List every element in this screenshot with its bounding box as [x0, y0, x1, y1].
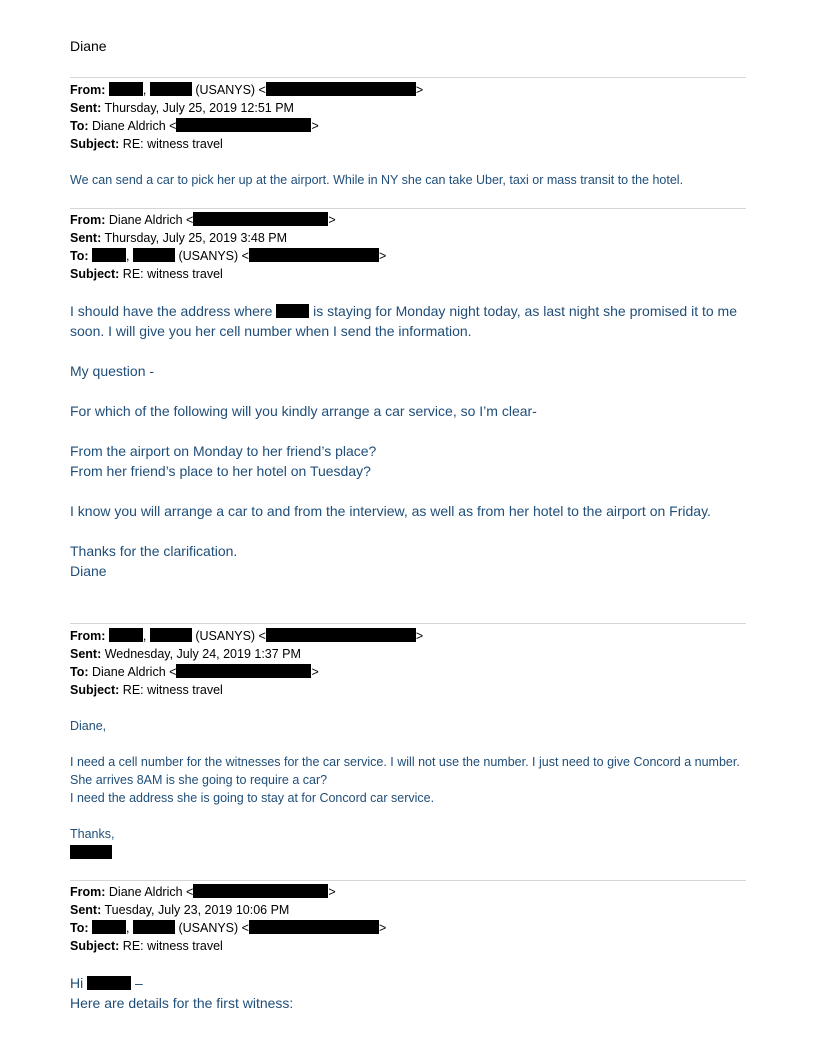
redacted-block — [109, 628, 143, 642]
sent-line — [70, 901, 746, 919]
subject-label: Subject: — [70, 683, 120, 697]
from-close: > — [328, 885, 336, 899]
to-close: > — [378, 249, 387, 263]
from-close: > — [415, 629, 424, 643]
redacted-name — [87, 976, 131, 990]
email-separator — [70, 623, 746, 624]
redacted-name — [276, 304, 309, 318]
comma: , — [142, 629, 147, 643]
redacted-email — [249, 920, 379, 934]
to-label: To: — [70, 119, 89, 133]
from-line — [70, 81, 746, 99]
from-suffix: (USANYS) < — [195, 83, 266, 97]
subject-line — [70, 265, 746, 283]
email-separator — [70, 77, 746, 78]
sent-label: Sent: — [70, 231, 102, 245]
email-body-paragraph: Here are details for the first witness: — [70, 995, 294, 1011]
signature-line — [70, 843, 746, 861]
subject-line — [70, 135, 746, 153]
subject-line — [70, 937, 746, 955]
redacted-block — [109, 82, 143, 96]
subject-value: RE: witness travel — [122, 137, 223, 151]
subject-label: Subject: — [70, 939, 120, 953]
subject-value: RE: witness travel — [122, 267, 223, 281]
sent-value: Wednesday, July 24, 2019 1:37 PM — [104, 647, 301, 661]
redacted-email — [176, 118, 311, 132]
from-label: From: — [70, 83, 106, 97]
email-body-paragraph: For which of the following will you kindly arrange a car service, so I’m clear- — [70, 403, 537, 419]
email-body-paragraph: We can send a car to pick her up at the airport. While in NY she can take Uber, taxi or mass transit to the hotel. — [70, 173, 684, 187]
redacted-block — [92, 920, 126, 934]
from-line — [70, 211, 746, 229]
redacted-email — [266, 82, 416, 96]
from-value: Diane Aldrich < — [108, 213, 194, 227]
email-message-2 — [70, 211, 746, 581]
email-message-1 — [70, 81, 746, 189]
email-separator — [70, 880, 746, 881]
sent-label: Sent: — [70, 903, 102, 917]
email-greeting: Diane, — [70, 719, 107, 733]
to-suffix: (USANYS) < — [178, 249, 249, 263]
to-line — [70, 663, 746, 681]
redacted-block — [150, 82, 192, 96]
redacted-block — [133, 248, 175, 262]
to-label: To: — [70, 665, 89, 679]
comma: , — [142, 83, 147, 97]
redacted-block — [133, 920, 175, 934]
email-body-line: Thanks for the clarification. — [70, 543, 238, 559]
subject-value: RE: witness travel — [122, 939, 223, 953]
subject-value: RE: witness travel — [122, 683, 223, 697]
from-label: From: — [70, 213, 106, 227]
redacted-email — [266, 628, 416, 642]
to-line — [70, 117, 746, 135]
from-value: Diane Aldrich < — [108, 885, 194, 899]
to-label: To: — [70, 921, 89, 935]
from-suffix: (USANYS) < — [195, 629, 266, 643]
to-close: > — [378, 921, 387, 935]
email-body-paragraph — [70, 301, 746, 341]
sent-line — [70, 99, 746, 117]
sent-value: Thursday, July 25, 2019 12:51 PM — [104, 101, 294, 115]
email-signature: Diane — [70, 563, 107, 579]
from-close: > — [328, 213, 336, 227]
to-close: > — [311, 665, 319, 679]
subject-line — [70, 681, 746, 699]
email-body-line: From her friend’s place to her hotel on Tuesday? — [70, 463, 371, 479]
top-signoff: Diane — [70, 38, 107, 54]
greeting-text: Hi — [70, 975, 84, 991]
email-message-3 — [70, 627, 746, 861]
redacted-email — [176, 664, 311, 678]
redacted-block — [92, 248, 126, 262]
from-label: From: — [70, 629, 106, 643]
from-line — [70, 883, 746, 901]
email-closing: Thanks, — [70, 827, 115, 841]
email-greeting — [70, 973, 746, 993]
sent-line — [70, 229, 746, 247]
redacted-signature — [70, 845, 112, 859]
from-label: From: — [70, 885, 106, 899]
to-line — [70, 919, 746, 937]
greeting-dash: – — [135, 975, 143, 991]
to-value: Diane Aldrich < — [92, 119, 177, 133]
subject-label: Subject: — [70, 267, 120, 281]
sent-value: Tuesday, July 23, 2019 10:06 PM — [104, 903, 290, 917]
from-line — [70, 627, 746, 645]
body-text: is staying for Monday night today, as last night she promised it to me soon. I will give you her cell number when I send the information. — [70, 303, 737, 339]
comma: , — [126, 249, 130, 263]
body-text: I should have the address where — [70, 303, 273, 319]
redacted-email — [249, 248, 379, 262]
redacted-email — [193, 884, 328, 898]
email-body-paragraph: My question - — [70, 363, 155, 379]
subject-label: Subject: — [70, 137, 120, 151]
email-message-4 — [70, 883, 746, 1013]
redacted-block — [150, 628, 192, 642]
email-body-line: From the airport on Monday to her friend’s place? — [70, 443, 377, 459]
to-value: Diane Aldrich < — [92, 665, 177, 679]
email-body-paragraph: I need a cell number for the witnesses for the car service. I will not use the number. I just need to give Concord a number. She arrives 8AM is she going to require a car? — [70, 755, 740, 787]
sent-label: Sent: — [70, 647, 102, 661]
to-label: To: — [70, 249, 89, 263]
comma: , — [126, 921, 130, 935]
sent-value: Thursday, July 25, 2019 3:48 PM — [104, 231, 288, 245]
to-close: > — [311, 119, 319, 133]
to-suffix: (USANYS) < — [178, 921, 249, 935]
to-line — [70, 247, 746, 265]
email-body-paragraph: I need the address she is going to stay at for Concord car service. — [70, 791, 435, 805]
sent-line — [70, 645, 746, 663]
from-close: > — [415, 83, 424, 97]
sent-label: Sent: — [70, 101, 102, 115]
email-separator — [70, 208, 746, 209]
email-body-paragraph: I know you will arrange a car to and from the interview, as well as from her hotel to the airport on Friday. — [70, 503, 711, 519]
redacted-email — [193, 212, 328, 226]
